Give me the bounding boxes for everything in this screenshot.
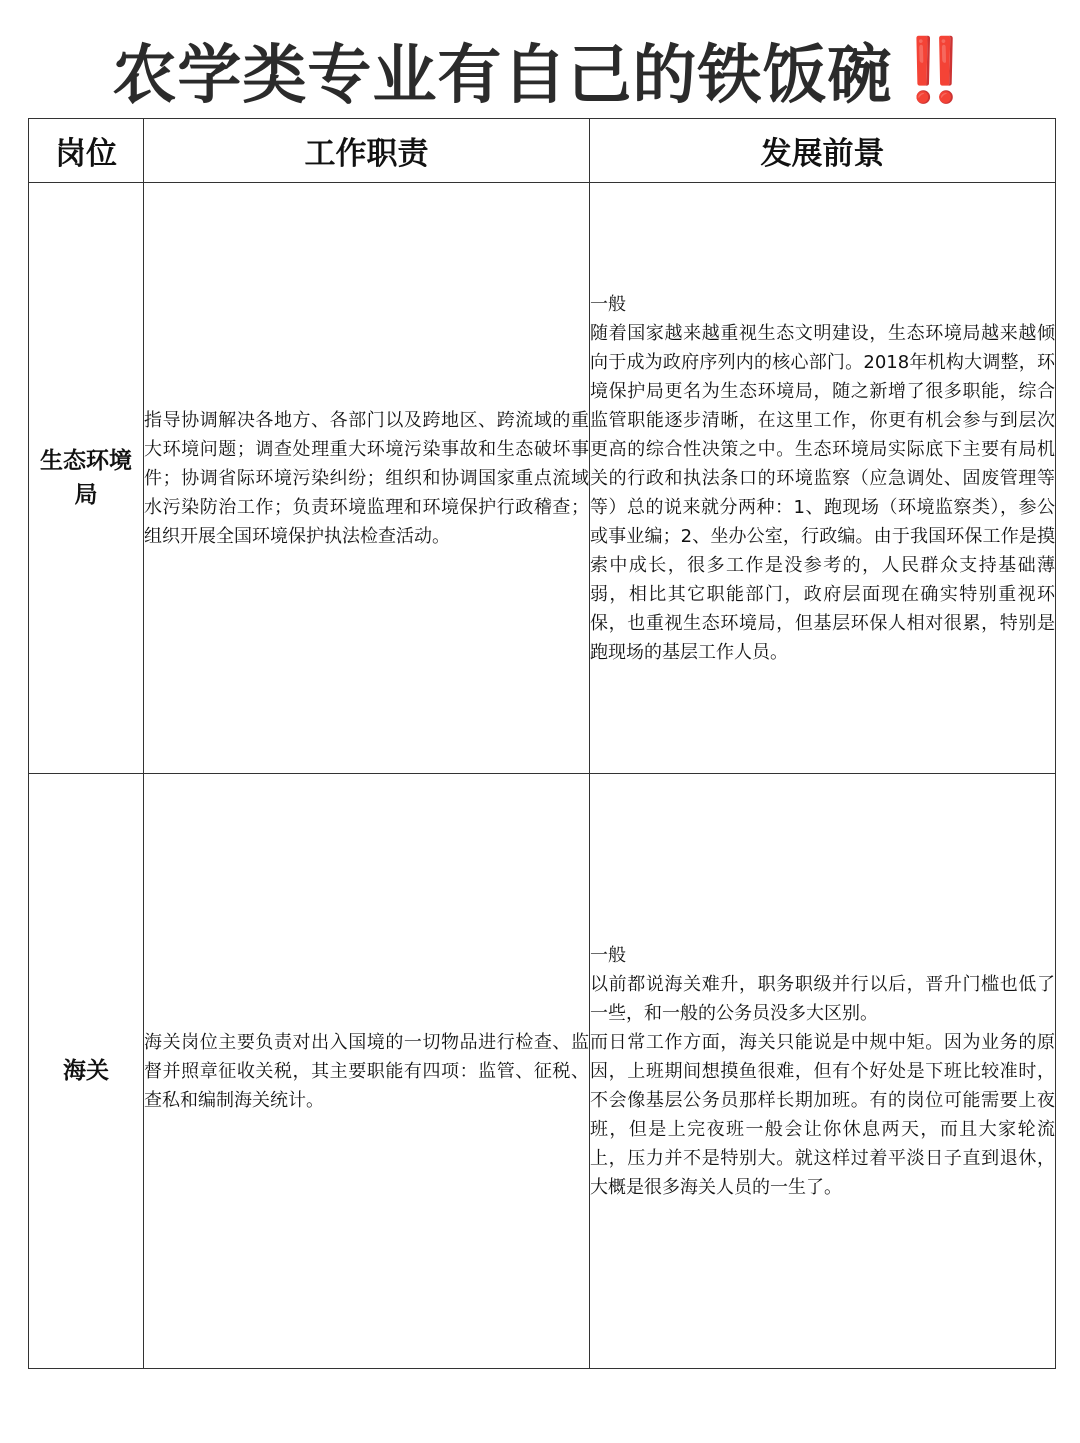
table-row [29,183,1056,774]
table-header-row [29,119,1056,183]
outlook-paragraph: 而日常工作方面，海关只能说是中规中矩。因为业务的原因，上班期间想摸鱼很难，但有个好处是下班比较准时，不会像基层公务员那样长期加班。有的岗位可能需要上夜班，但是上完夜班一般会让你休息两天，而且大家轮流上，压力并不是特别大。就这样过着平淡日子直到退休，大概是很多海关人员的一生了。 [590,1031,1055,1198]
duty-cell: 海关岗位主要负责对出入国境的一切物品进行检查、监督并照章征收关税，其主要职能有四项：监管、征税、查私和编制海关统计。 [144,774,590,1369]
outlook-rating: 一般 [590,944,626,966]
header-outlook: 发展前景 [590,119,1056,183]
header-post: 岗位 [29,119,144,183]
post-cell: 生态环境局 [29,183,144,774]
double-exclamation-icon: ‼️ [896,33,968,106]
page-title-text: 农学类专业有自己的铁饭碗 [112,39,893,113]
outlook-cell [590,774,1056,1369]
duty-cell: 指导协调解决各地方、各部门以及跨地区、跨流域的重大环境问题；调查处理重大环境污染事故和生态破坏事件；协调省际环境污染纠纷；组织和协调国家重点流域水污染防治工作；负责环境监理和环境保护行政稽查；组织开展全国环境保护执法检查活动。 [144,183,590,774]
outlook-paragraph: 随着国家越来越重视生态文明建设，生态环境局越来越倾向于成为政府序列内的核心部门。2018年机构大调整，环境保护局更名为生态环境局，随之新增了很多职能，综合监管职能逐步清晰，在这里工作，你更有机会参与到层次更高的综合性决策之中。生态环境局实际底下主要有局机关的行政和执法条口的环境监察（应急调处、固废管理等等）总的说来就分两种：1、跑现场（环境监察类），参公或事业编；2、坐办公室，行政编。由于我国环保工作是摸索中成长，很多工作是没参考的，人民群众支持基础薄弱，相比其它职能部门，政府层面现在确实特别重视环保，也重视生态环境局，但基层环保人相对很累，特别是跑现场的基层工作人员。 [590,322,1055,663]
outlook-cell [590,183,1056,774]
page-title [0,30,1080,113]
career-table [28,118,1056,1369]
post-cell: 海关 [29,774,144,1369]
outlook-rating: 一般 [590,293,626,315]
outlook-paragraph: 以前都说海关难升，职务职级并行以后，晋升门槛也低了一些，和一般的公务员没多大区别。 [590,973,1055,1024]
header-duty: 工作职责 [144,119,590,183]
table-row [29,774,1056,1369]
